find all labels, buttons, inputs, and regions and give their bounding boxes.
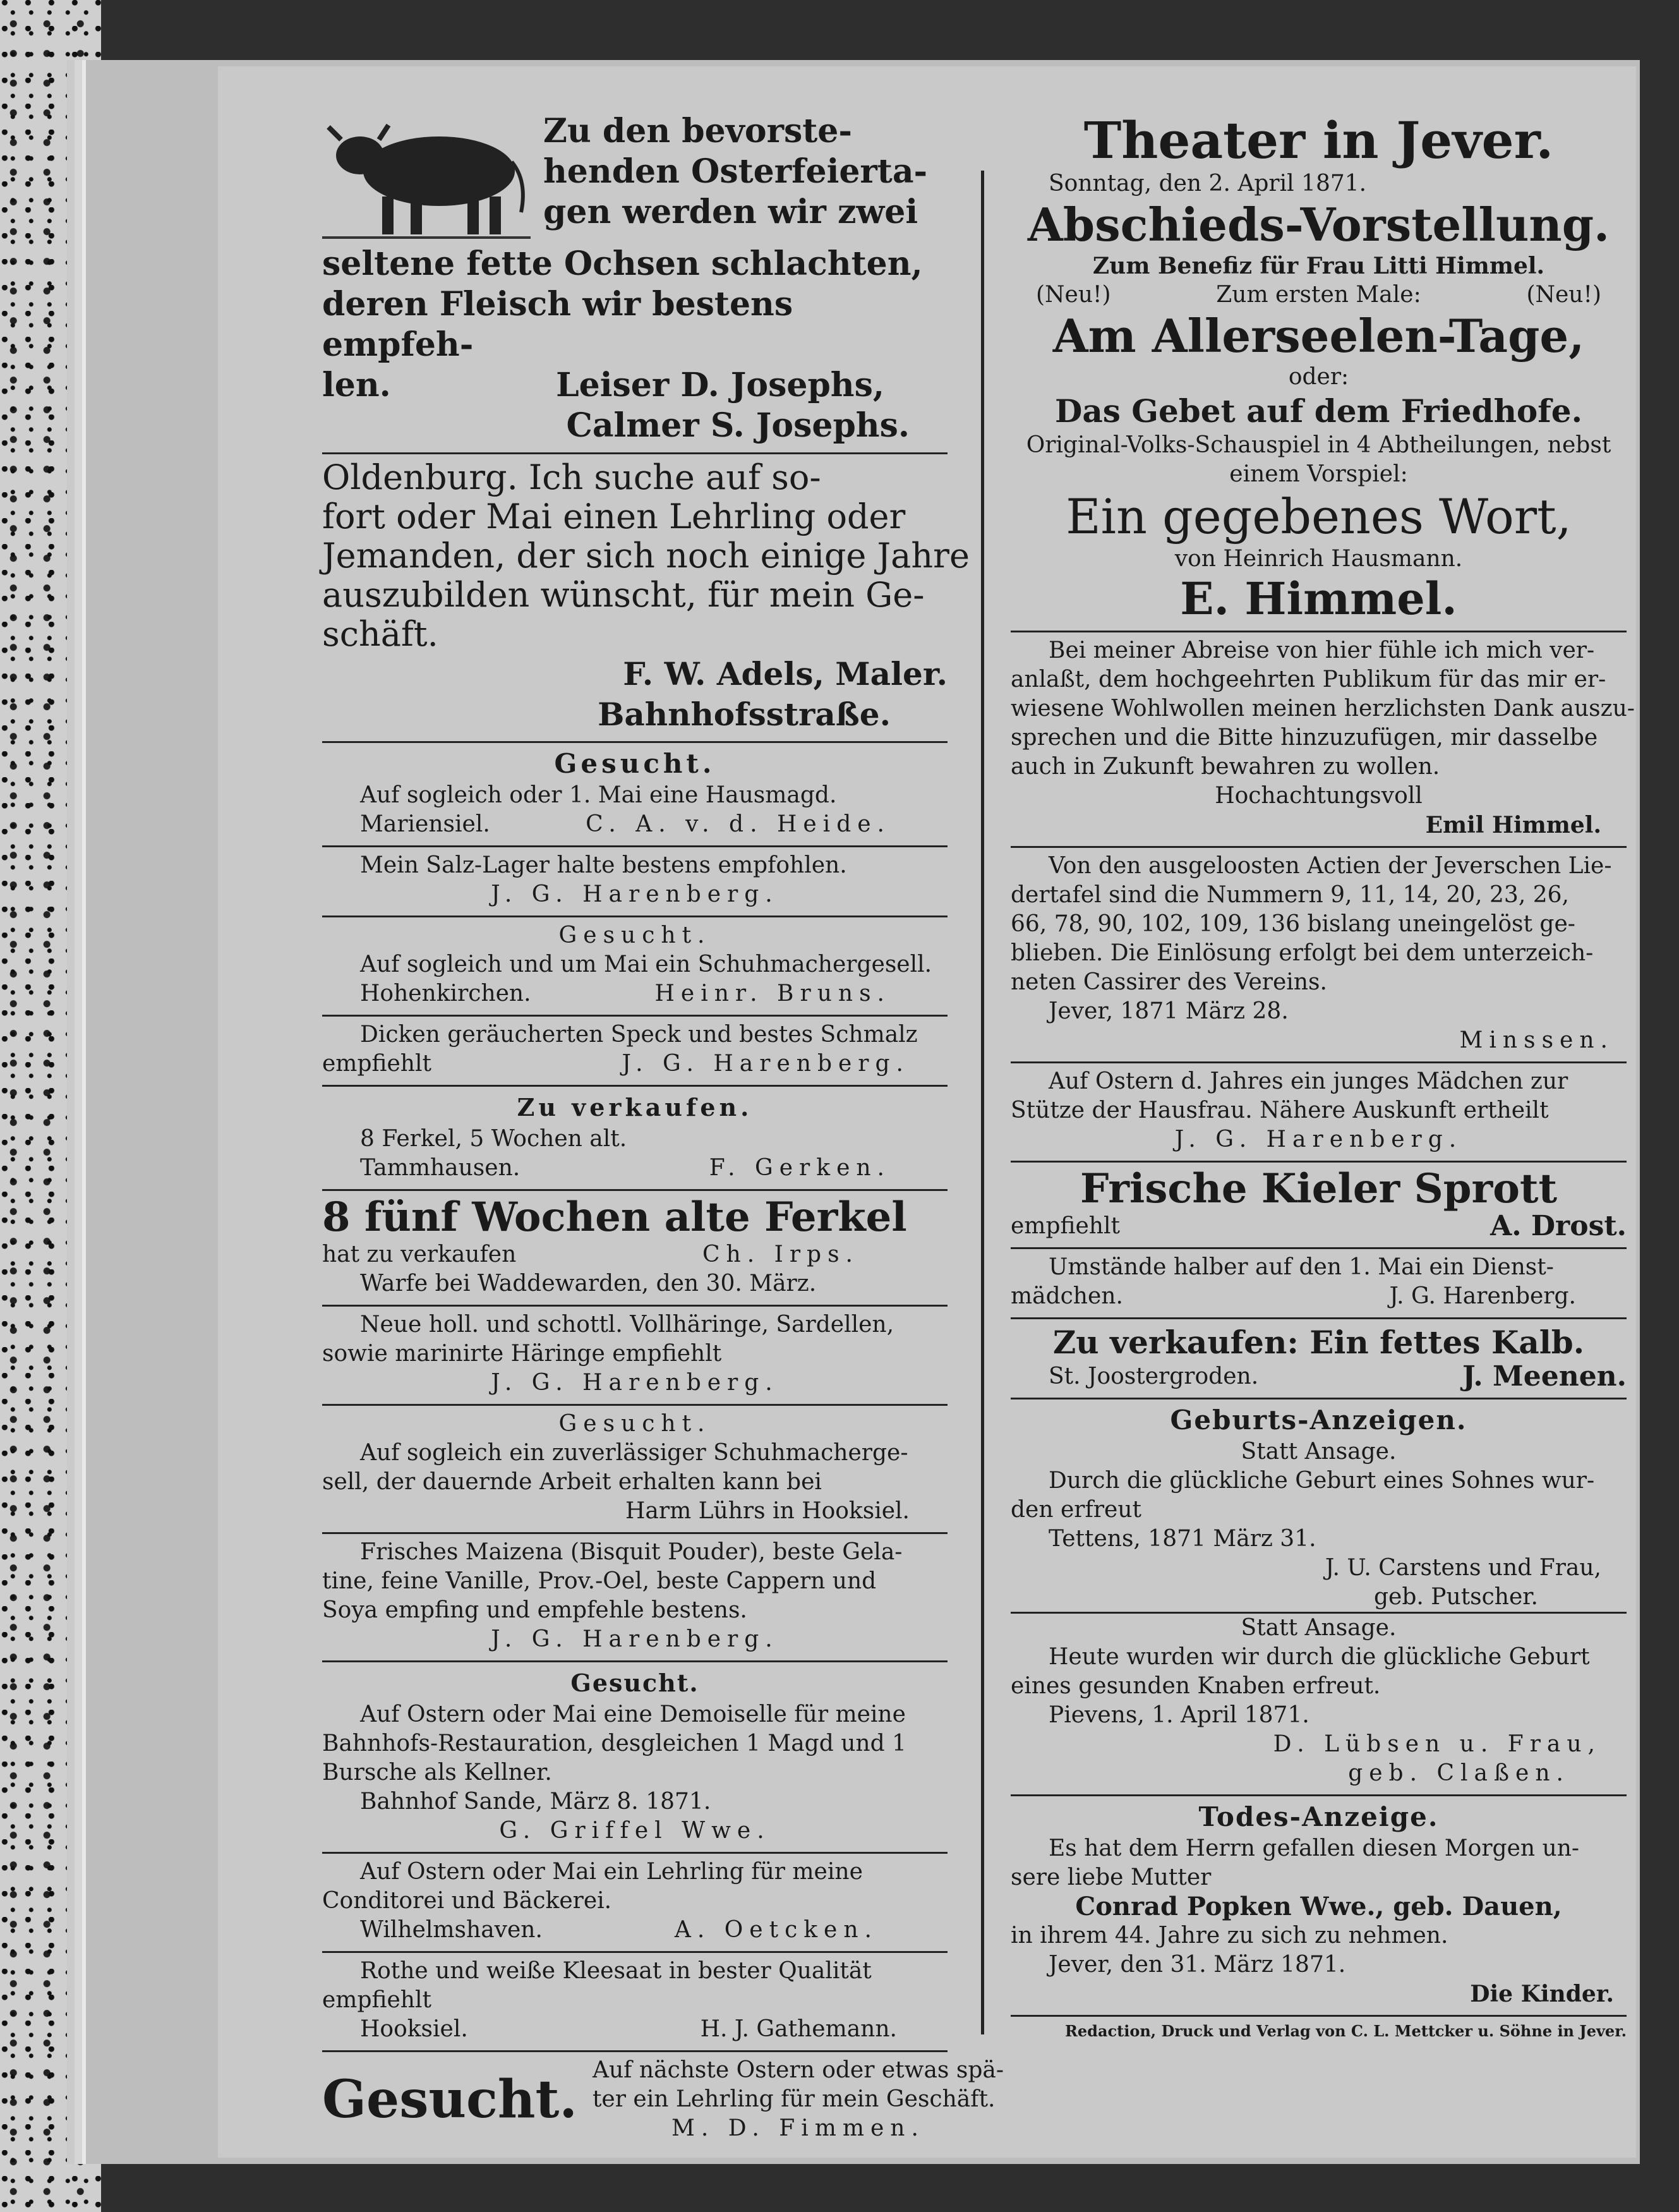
ad-text: den erfreut: [1011, 1497, 1141, 1523]
theater-subtitle: Abschieds-Vorstellung.: [1027, 198, 1610, 251]
ad-text: sprechen und die Bitte hinzuzufügen, mir dasselbe: [1011, 725, 1598, 751]
left-column: [322, 107, 1004, 2149]
ad-text: mädchen.: [1011, 1283, 1123, 1309]
oldenburg-line: schäft.: [322, 614, 438, 654]
theater-play: Am Allerseelen-Tage,: [1052, 309, 1585, 363]
ad-name: J. G. Harenberg.: [491, 1370, 779, 1396]
theater-first-time: Zum ersten Male:: [1216, 282, 1421, 308]
ad-date: Jever, den 31. März 1871.: [1049, 1952, 1346, 1978]
ad-text: Auf nächste Ostern oder etwas spä-: [592, 2057, 1004, 2083]
ox-ad-signer: Leiser D. Josephs,: [556, 366, 884, 404]
gesucht-ad-2: [322, 917, 948, 1017]
oldenburg-signer: F. W. Adels, Maler.: [623, 655, 948, 692]
ox-icon: [322, 111, 531, 244]
tod-ad: [1011, 1796, 1627, 2015]
ad-heading: Gesucht.: [322, 2069, 577, 2130]
ad-text: sell, der dauernde Arbeit erhalten kann bei: [322, 1469, 822, 1495]
dienst-ad: [1011, 1249, 1627, 1319]
ox-ad-line: Zu den bevorste-: [543, 112, 852, 150]
ad-text: Dicken geräucherten Speck und bestes Schmalz: [360, 1022, 918, 1048]
ad-text: hat zu verkaufen: [322, 1242, 517, 1267]
actien-ad: [1011, 848, 1627, 1063]
ox-ad-line: henden Osterfeierta-: [543, 152, 928, 191]
ad-name: F. Gerken.: [709, 1155, 891, 1181]
ad-deceased: Conrad Popken Wwe., geb. Dauen,: [1075, 1892, 1562, 1921]
ad-heading: Frische Kieler Sprott: [1080, 1165, 1558, 1212]
ad-text: Stütze der Hausfrau. Nähere Auskunft ertheilt: [1011, 1097, 1549, 1123]
maizena-ad: [322, 1534, 948, 1662]
oldenburg-address: Bahnhofsstraße.: [598, 696, 891, 733]
ad-place: Wilhelmshaven.: [360, 1917, 543, 1943]
ad-text: Rothe und weiße Kleesaat in bester Qualität: [360, 1958, 872, 1984]
theater-oder: oder:: [1288, 364, 1349, 390]
ad-text: Auf Ostern oder Mai eine Demoiselle für meine: [360, 1701, 906, 1727]
ad-text: blieben. Die Einlösung erfolgt bei dem unterzeich-: [1011, 940, 1594, 966]
ad-place: Tammhausen.: [360, 1155, 521, 1181]
ad-text: 66, 78, 90, 102, 109, 136 bislang uneingelöst ge-: [1011, 911, 1575, 937]
geburt-ad: [1011, 1399, 1627, 1796]
theater-author: von Heinrich Hausmann.: [1174, 546, 1463, 572]
ad-text: Conditorei und Bäckerei.: [322, 1888, 612, 1914]
oldenburg-line: Jemanden, der sich noch einige Jahre: [322, 536, 970, 576]
theater-desc: Original-Volks-Schauspiel in 4 Abtheilungen, nebst: [1026, 432, 1611, 458]
salz-ad: [322, 847, 948, 917]
gesucht-ad-1: [322, 743, 948, 847]
maedchen-ad: [1011, 1063, 1627, 1163]
ad-name: G. Griffel Wwe.: [499, 1818, 771, 1844]
ad-closing: Hochachtungsvoll: [1215, 783, 1423, 809]
ad-place: Mariensiel.: [360, 811, 490, 837]
gesucht-ad-3: [322, 1406, 948, 1534]
ad-heading: Zu verkaufen.: [517, 1093, 753, 1121]
ad-name: A. Drost.: [1490, 1210, 1627, 1242]
ad-place: Hohenkirchen.: [360, 981, 531, 1006]
theater-ad: [1011, 107, 1627, 632]
theater-date: Sonntag, den 2. April 1871.: [1049, 171, 1367, 196]
ad-name: J. G. Harenberg.: [491, 1626, 779, 1652]
ad-text: Auf Ostern oder Mai ein Lehrling für meine: [360, 1859, 863, 1885]
ox-ad-line: deren Fleisch wir bestens empfeh-: [322, 285, 793, 364]
ad-name: J. G. Harenberg.: [1174, 1127, 1463, 1152]
verkaufen-ad-1: [322, 1087, 948, 1191]
ad-text: ter ein Lehrling für mein Geschäft.: [592, 2086, 996, 2112]
ad-text: neten Cassirer des Vereins.: [1011, 969, 1327, 995]
theater-play2: Das Gebet auf dem Friedhofe.: [1054, 392, 1582, 430]
imprint-footer: Redaction, Druck und Verlag von C. L. Mettcker u. Söhne in Jever.: [1011, 2015, 1627, 2042]
ad-statt: Statt Ansage.: [1011, 1612, 1627, 1643]
haringe-ad: [322, 1307, 948, 1406]
ad-text: 8 Ferkel, 5 Wochen alt.: [360, 1126, 627, 1152]
ad-date: Bahnhof Sande, März 8. 1871.: [360, 1789, 711, 1815]
gesucht-ad-5: [322, 2052, 1004, 2149]
ad-name: Emil Himmel.: [1425, 812, 1601, 838]
ad-text: Mein Salz-Lager halte bestens empfohlen.: [360, 852, 847, 878]
ad-place: St. Joostergroden.: [1049, 1363, 1259, 1389]
ad-text: Bahnhofs-Restauration, desgleichen 1 Magd und 1: [322, 1731, 906, 1756]
ad-text: Auf Ostern d. Jahres ein junges Mädchen zur: [1049, 1068, 1568, 1094]
ad-text: anlaßt, dem hochgeehrten Publikum für das mir er-: [1011, 667, 1606, 692]
sprott-ad: [1011, 1163, 1627, 1249]
ferkel-ad: [322, 1191, 948, 1307]
theater-prelude: Ein gegebenes Wort,: [1066, 488, 1572, 545]
ad-name: Harm Lührs in Hooksiel.: [625, 1498, 910, 1524]
oldenburg-line: auszubilden wünscht, für mein Ge-: [322, 575, 925, 615]
ad-text: Durch die glückliche Geburt eines Sohnes wur-: [1049, 1468, 1595, 1494]
column-divider: [981, 171, 984, 2034]
oldenburg-line: fort oder Mai einen Lehrling oder: [322, 497, 906, 536]
ad-text: sowie marinirte Häringe empfiehlt: [322, 1341, 722, 1367]
ad-heading: Zu verkaufen: Ein fettes Kalb.: [1052, 1324, 1585, 1361]
ad-name: J. Meenen.: [1462, 1360, 1627, 1393]
ad-heading: Geburts-Anzeigen.: [1170, 1405, 1467, 1435]
kleesaat-ad: [322, 1953, 948, 2052]
ad-name: J. G. Harenberg.: [491, 881, 779, 907]
conditorei-ad: [322, 1854, 948, 1953]
ad-text: wiesene Wohlwollen meinen herzlichsten Dank auszu-: [1011, 696, 1635, 722]
ad-place: Hooksiel.: [360, 2016, 468, 2042]
ad-heading: Gesucht.: [570, 1669, 699, 1697]
ad-text: Heute wurden wir durch die glückliche Geburt: [1049, 1644, 1590, 1670]
ox-ad-line: len.: [322, 366, 391, 404]
ad-text: Bursche als Kellner.: [322, 1760, 552, 1786]
theater-benefit: Zum Benefiz für Frau Litti Himmel.: [1092, 253, 1545, 279]
ad-text: in ihrem 44. Jahre zu sich zu nehmen.: [1011, 1923, 1448, 1949]
theater-director: E. Himmel.: [1180, 572, 1457, 625]
theater-neu: (Neu!): [1036, 282, 1111, 308]
ad-text: Bei meiner Abreise von hier fühle ich mich ver-: [1049, 638, 1595, 663]
ad-statt: Statt Ansage.: [1241, 1439, 1397, 1465]
ad-text: dertafel sind die Nummern 9, 11, 14, 20, 23, 26,: [1011, 882, 1569, 908]
gesucht-ad-4: [322, 1662, 948, 1854]
ad-place: empfiehlt: [1011, 1213, 1120, 1239]
ad-signed: Die Kinder.: [1470, 1981, 1614, 2007]
ox-ad: [322, 107, 948, 454]
ad-heading: Todes-Anzeige.: [1198, 1801, 1439, 1832]
oldenburg-ad: [322, 454, 970, 743]
ad-name: Ch. Irps.: [702, 1242, 859, 1267]
ad-name: Heinr. Bruns.: [654, 981, 891, 1006]
ad-text: Von den ausgeloosten Actien der Jeverschen Lie-: [1049, 853, 1612, 879]
theater-desc: einem Vorspiel:: [1229, 461, 1408, 487]
ad-date: Pievens, 1. April 1871.: [1049, 1702, 1309, 1728]
ad-text: Umstände halber auf den 1. Mai ein Dienst-: [1049, 1254, 1554, 1280]
ad-name: C. A. v. d. Heide.: [586, 811, 891, 837]
ad-name: H. J. Gathemann.: [700, 2016, 897, 2042]
ad-name: Minssen.: [1459, 1027, 1614, 1053]
ox-ad-line: seltene fette Ochsen schlachten,: [322, 245, 923, 283]
ad-name: J. G. Harenberg.: [622, 1051, 910, 1077]
ad-date: Jever, 1871 März 28.: [1049, 998, 1289, 1024]
ad-text: Auf sogleich oder 1. Mai eine Hausmagd.: [360, 782, 837, 808]
ad-text: Auf sogleich und um Mai ein Schuhmachergesell.: [360, 952, 932, 977]
ad-text: Neue holl. und schottl. Vollhäringe, Sardellen,: [360, 1312, 894, 1338]
ox-ad-signer: Calmer S. Josephs.: [566, 406, 910, 445]
ad-text: Es hat dem Herrn gefallen diesen Morgen un-: [1049, 1835, 1580, 1861]
ad-place: empfiehlt: [322, 1051, 431, 1077]
ad-heading: Gesucht.: [558, 1411, 711, 1437]
right-column: [1011, 107, 1635, 2042]
theater-neu: (Neu!): [1526, 282, 1601, 308]
ad-text: sere liebe Mutter: [1011, 1864, 1212, 1890]
ad-name: J. U. Carstens und Frau,: [1325, 1555, 1601, 1581]
theater-title: Theater in Jever.: [1083, 111, 1554, 170]
ox-ad-line: gen werden wir zwei: [543, 193, 918, 231]
speck-ad: [322, 1017, 948, 1087]
abschied-ad: [1011, 632, 1635, 848]
oldenburg-line: Oldenburg. Ich suche auf so-: [322, 457, 821, 497]
ad-place: Warfe bei Waddewarden, den 30. März.: [360, 1271, 817, 1296]
ad-heading: Gesucht.: [554, 748, 716, 779]
ad-text: Soya empfing und empfehle bestens.: [322, 1597, 747, 1623]
ad-name: geb. Claßen.: [1348, 1760, 1570, 1786]
kalb-ad: [1011, 1319, 1627, 1399]
ad-text: Auf sogleich ein zuverlässiger Schuhmacherge-: [360, 1440, 908, 1466]
ad-heading: 8 fünf Wochen alte Ferkel: [322, 1194, 907, 1241]
ad-text: empfiehlt: [322, 1987, 431, 2013]
ad-name: M. D. Fimmen.: [671, 2115, 925, 2141]
ad-name: D. Lübsen u. Frau,: [1273, 1731, 1601, 1757]
ad-date: Tettens, 1871 März 31.: [1049, 1526, 1316, 1552]
ad-text: auch in Zukunft bewahren zu wollen.: [1011, 754, 1440, 780]
ad-text: tine, feine Vanille, Prov.-Oel, beste Cappern und: [322, 1568, 877, 1594]
ad-text: eines gesunden Knaben erfreut.: [1011, 1673, 1381, 1699]
ad-text: Frisches Maizena (Bisquit Pouder), beste Gela-: [360, 1539, 903, 1565]
ad-heading: Gesucht.: [558, 922, 711, 948]
ad-name: geb. Putscher.: [1374, 1584, 1538, 1610]
ad-name: J. G. Harenberg.: [1389, 1283, 1576, 1309]
ad-name: A. Oetcken.: [674, 1917, 878, 1943]
